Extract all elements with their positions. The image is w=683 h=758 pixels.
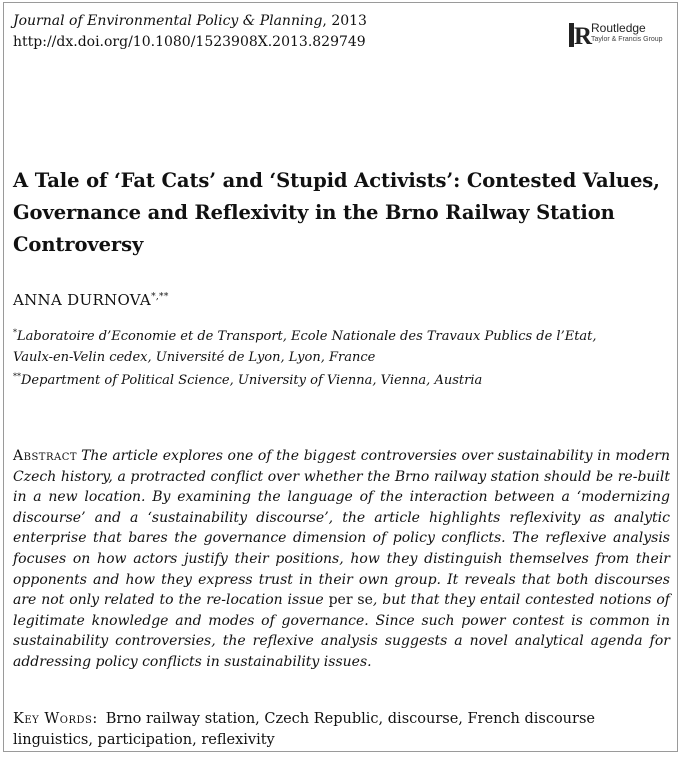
affiliation-mark: ** (13, 372, 21, 381)
abstract-per-se: per se (328, 592, 373, 609)
routledge-logo-icon (569, 21, 593, 50)
author-text: ANNA DURNOVA (13, 291, 152, 309)
journal-name: Journal of Environmental Policy & Planning (13, 13, 323, 29)
abstract (13, 446, 670, 673)
publisher-sub: Taylor & Francis Group (591, 36, 663, 43)
affiliation-text: Department of Political Science, University of Vienna, Vienna, Austria (21, 373, 483, 388)
affiliation-text: Vaulx-en-Velin cedex, Université de Lyon, Lyon, France (13, 350, 376, 365)
keywords (13, 709, 673, 751)
abstract-text-2: , but that they entail contested notions of legitimate knowledge and modes of governance. Since such power contest is common in sustainability controversies, the reflexive analysis suggests a novel analytical agenda for addressing policy conflicts in sustainability issues. (13, 592, 670, 670)
publisher-logo (569, 21, 663, 49)
paper-page (3, 2, 678, 752)
affiliation-text: Laboratoire d’Economie et de Transport, Ecole Nationale des Travaux Publics de l’Etat, (17, 329, 597, 344)
journal-citation (13, 13, 367, 29)
article-title: A Tale of ‘Fat Cats’ and ‘Stupid Activists’: Contested Values, Governance and Reflexivity in the Brno Railway Station Controversy (13, 169, 660, 256)
affiliation-2 (13, 372, 673, 388)
publisher-name: Routledge (591, 21, 646, 35)
keywords-label: Key Words: (13, 711, 98, 727)
doi-link[interactable]: http://dx.doi.org/10.1080/1523908X.2013.829749 (13, 34, 366, 50)
author-name (13, 291, 169, 309)
logo-letter: R (574, 23, 593, 50)
abstract-text-1: The article explores one of the biggest controversies over sustainability in modern Czech history, a protracted conflict over whether the Brno railway station should be re-built in a new location. By examining the language of the interaction between a ‘modernizing discourse’ and a ‘sustainability discourse’, the article highlights reflexivity as analytic enterprise that bares the governance dimension of policy conflicts. The reflexive analysis focuses on how actors justify their positions, how they distinguish themselves from their opponents and how they express trust in their own group. It reveals that both discourses are not only related to the re-location issue (13, 448, 670, 609)
affiliation-1-cont (13, 350, 673, 365)
journal-year: , 2013 (322, 13, 367, 29)
abstract-label: Abstract (13, 448, 78, 464)
keywords-text: Brno railway station, Czech Republic, discourse, French discourse linguistics, participation, reflexivity (13, 711, 595, 748)
affiliation-mark: * (13, 328, 17, 337)
author-marks: *,** (151, 292, 169, 302)
affiliation-1 (13, 328, 673, 344)
